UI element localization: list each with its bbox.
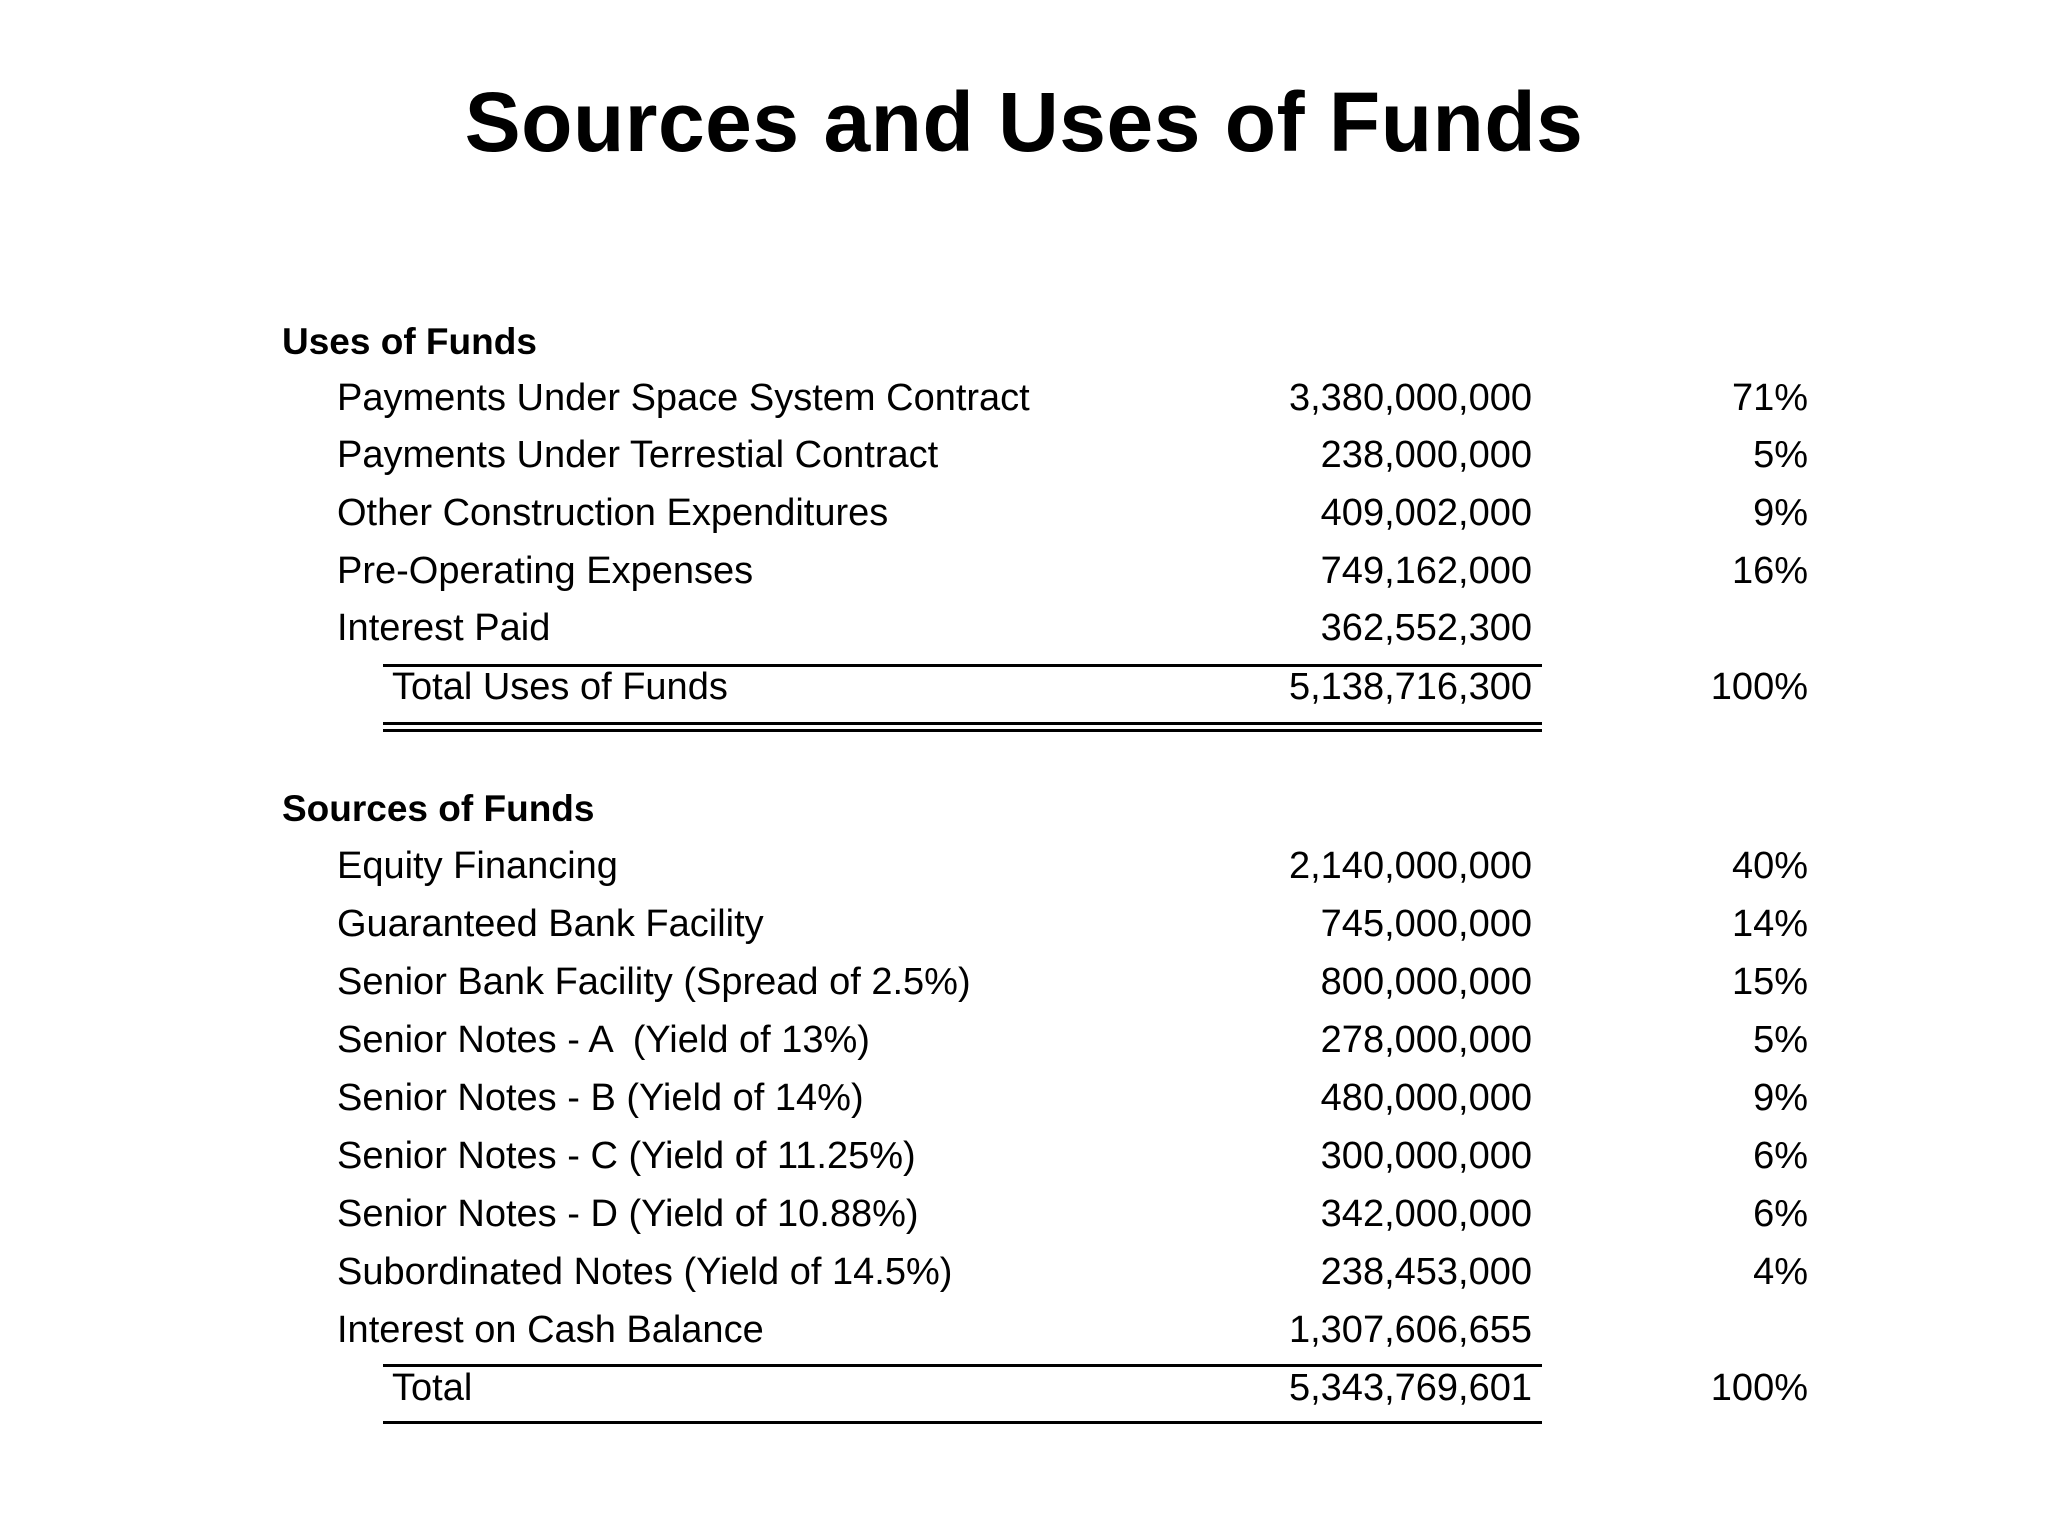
sources-heading: Sources of Funds — [282, 788, 595, 829]
uses-row-label: Payments Under Space System Contract — [337, 377, 1030, 419]
sources-row-label: Equity Financing — [337, 845, 618, 887]
uses-total-pct: 100% — [1710, 666, 1808, 708]
uses-row-amount: 749,162,000 — [1320, 550, 1532, 592]
uses-row-label: Interest Paid — [337, 607, 551, 649]
sources-row-pct: 14% — [1731, 903, 1808, 945]
sources-row-pct: 5% — [1753, 1019, 1808, 1061]
sources-row-label: Senior Notes - D (Yield of 10.88%) — [337, 1193, 919, 1235]
sources-row-pct: 40% — [1731, 845, 1808, 887]
uses-row — [0, 602, 2048, 654]
sources-row — [0, 840, 2048, 892]
sources-row-amount: 278,000,000 — [1320, 1019, 1532, 1061]
sources-row-label: Senior Notes - B (Yield of 14%) — [337, 1077, 864, 1119]
sources-row-label: Interest on Cash Balance — [337, 1309, 764, 1351]
sources-total-pct: 100% — [1710, 1367, 1808, 1409]
sources-row — [0, 1188, 2048, 1240]
sources-row-amount: 480,000,000 — [1320, 1077, 1532, 1119]
sources-row-amount: 745,000,000 — [1320, 903, 1532, 945]
sources-row-label: Subordinated Notes (Yield of 14.5%) — [337, 1251, 953, 1293]
sources-row-amount: 300,000,000 — [1320, 1135, 1532, 1177]
sources-row-amount: 2,140,000,000 — [1288, 845, 1532, 887]
sources-row — [0, 1014, 2048, 1066]
sources-row-amount: 800,000,000 — [1320, 961, 1532, 1003]
uses-row — [0, 429, 2048, 481]
sources-row — [0, 1072, 2048, 1124]
uses-row-label: Payments Under Terrestial Contract — [337, 434, 939, 476]
sources-row — [0, 898, 2048, 950]
sources-total-row — [0, 1362, 2048, 1414]
uses-total-double-rule-top — [383, 722, 1542, 725]
uses-row-amount: 3,380,000,000 — [1288, 377, 1532, 419]
sources-total-amount: 5,343,769,601 — [1288, 1367, 1532, 1409]
uses-row-label: Other Construction Expenditures — [337, 492, 889, 534]
uses-total-label: Total Uses of Funds — [392, 666, 728, 708]
uses-row — [0, 372, 2048, 424]
sources-row-amount: 1,307,606,655 — [1288, 1309, 1532, 1351]
sources-row — [0, 1304, 2048, 1356]
uses-row-pct: 5% — [1753, 434, 1808, 476]
uses-row — [0, 545, 2048, 597]
uses-total-double-rule-bottom — [383, 729, 1542, 732]
sources-row — [0, 1246, 2048, 1298]
uses-row-amount: 362,552,300 — [1320, 607, 1532, 649]
sources-row-amount: 342,000,000 — [1320, 1193, 1532, 1235]
sources-row-label: Senior Bank Facility (Spread of 2.5%) — [337, 961, 971, 1003]
uses-row — [0, 487, 2048, 539]
sources-total-bottom-rule — [383, 1421, 1542, 1424]
sources-row-pct: 15% — [1731, 961, 1808, 1003]
sources-row-label: Senior Notes - A (Yield of 13%) — [337, 1019, 870, 1061]
sources-row — [0, 1130, 2048, 1182]
sources-row-pct: 6% — [1753, 1193, 1808, 1235]
sources-row-pct: 6% — [1753, 1135, 1808, 1177]
uses-total-row — [0, 661, 2048, 713]
uses-row-amount: 238,000,000 — [1320, 434, 1532, 476]
slide-title: Sources and Uses of Funds — [464, 75, 1584, 169]
uses-row-pct: 16% — [1731, 550, 1808, 592]
uses-row-amount: 409,002,000 — [1320, 492, 1532, 534]
sources-row-label: Senior Notes - C (Yield of 11.25%) — [337, 1135, 916, 1177]
uses-row-label: Pre-Operating Expenses — [337, 550, 754, 592]
uses-heading: Uses of Funds — [282, 321, 537, 362]
sources-row — [0, 956, 2048, 1008]
uses-row-pct: 71% — [1731, 377, 1808, 419]
sources-total-label: Total — [392, 1367, 473, 1409]
sources-row-pct: 9% — [1753, 1077, 1808, 1119]
sources-row-pct: 4% — [1753, 1251, 1808, 1293]
sources-row-amount: 238,453,000 — [1320, 1251, 1532, 1293]
sources-row-label: Guaranteed Bank Facility — [337, 903, 764, 945]
uses-total-amount: 5,138,716,300 — [1288, 666, 1532, 708]
uses-row-pct: 9% — [1753, 492, 1808, 534]
